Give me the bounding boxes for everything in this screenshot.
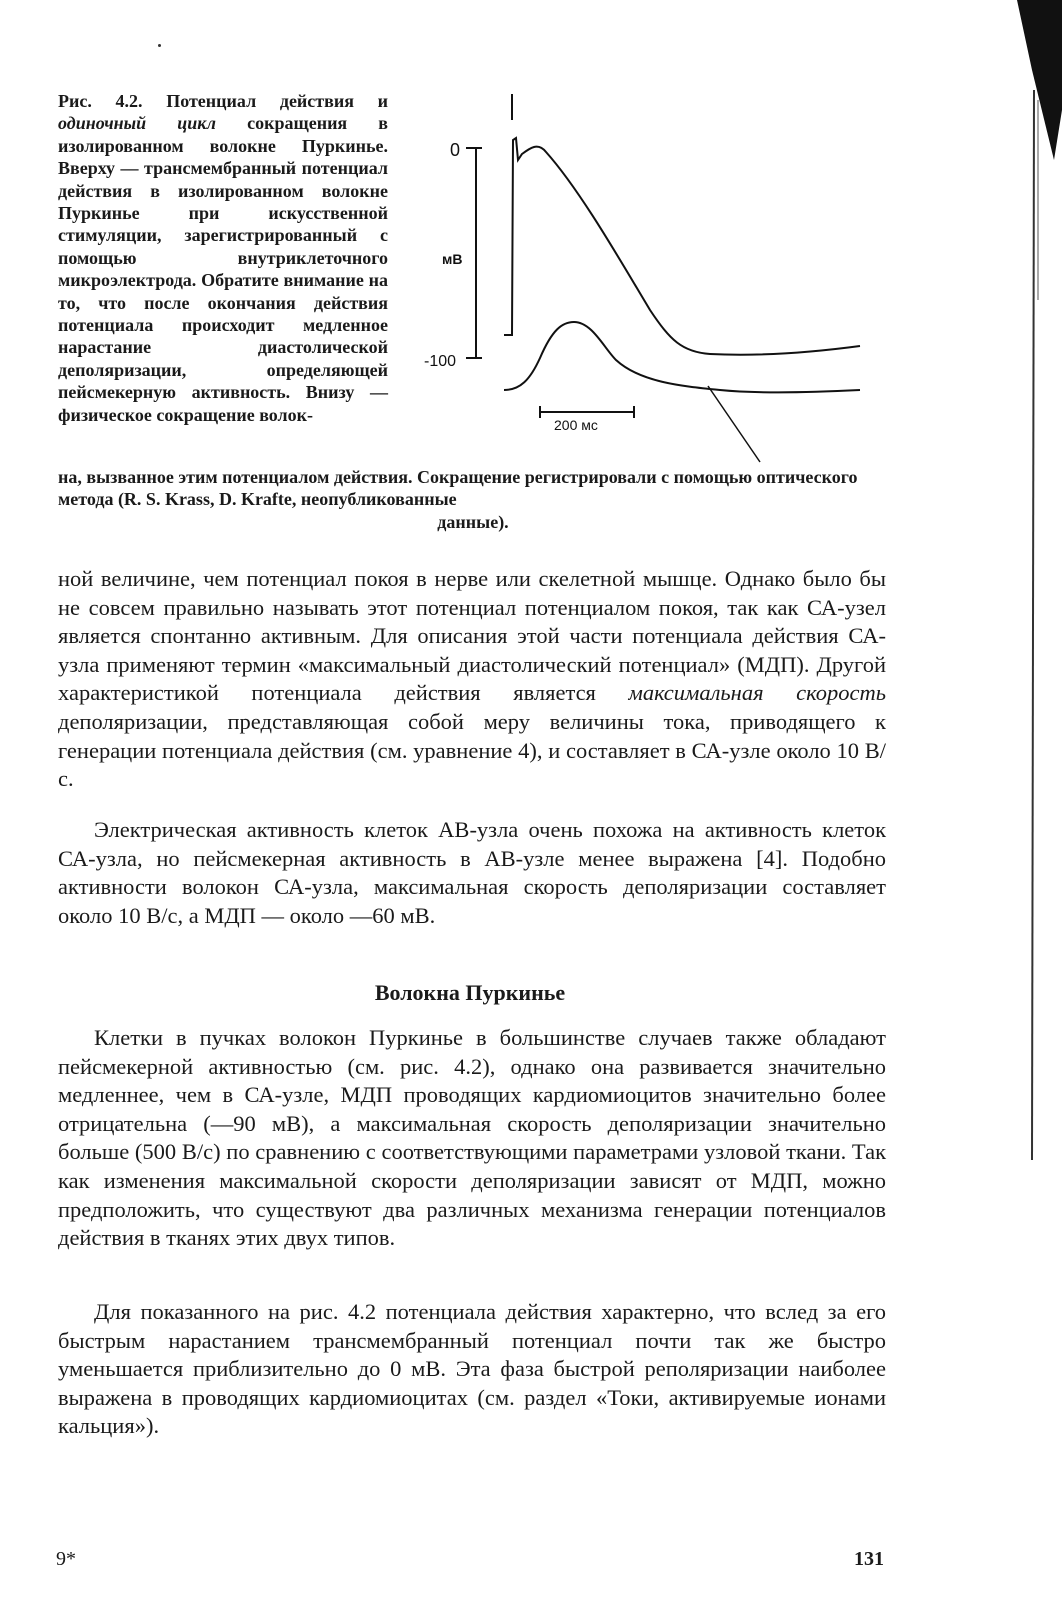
paragraph-4: Для показанного на рис. 4.2 потенциала действия характерно, что вслед за его быстрым нарастанием трансмембранный потенциал почти так же быстро уменьшается приблизительно до 0 мВ. Эта фаза быстрой реполяризации наиболее выражена в проводящих кардиомиоцитах (см. раздел «Токи, активируемые ионами кальция»).	[58, 1299, 886, 1439]
signature-mark: 9*	[56, 1548, 76, 1570]
caption-label: Рис. 4.2.	[58, 91, 143, 111]
contraction-trace	[504, 322, 860, 392]
y-label-minus100: -100	[424, 353, 457, 370]
caption-italic: одиночный цикл	[58, 113, 217, 134]
contraction-decay-line	[708, 386, 760, 462]
scan-edge-shadow	[962, 0, 1062, 1600]
paragraph-1-part-b: деполяризации, представляющая собой меру величины тока, приводящего к генерации потенциала действия (см. уравнение 4), и составляет в СА-узле около 10 В/с.	[58, 708, 886, 792]
paragraph-1-italic: максимальная скорость	[628, 680, 886, 706]
caption-tail-text: на, вызванное этим потенциалом действия. Сокращение регистрировали с помощью оптического метода (R. S. Krass, D. Krafte, неопубликованные	[58, 467, 858, 510]
caption-text-part1: Потенциал действия и	[142, 91, 388, 111]
action-potential-trace	[504, 138, 860, 355]
figure-caption	[58, 90, 388, 426]
paragraph-2: Электрическая активность клеток АВ-узла очень похожа на активность клеток СА-узла, но пейсмекерная активность в АВ-узле менее выражена [4]. Подобно активности волокон СА-узла, максимальная скорость деполяризации составляет около 10 В/с, а МДП — около —60 мВ.	[58, 817, 886, 928]
paragraph-1-part-a: ной величине, чем потенциал покоя в нерве или скелетной мышце. Однако было бы не совсем правильно называть этот потенциал потенциалом покоя, так как СА-узел является спонтанно активным. Для описания этой части потенциала действия СА-узла применяют термин «максимальный диастолический потенциал» (МДП). Другой характеристикой потенциала действия является	[58, 566, 886, 706]
caption-tail-last: данные).	[437, 511, 509, 532]
figure-caption-tail	[58, 466, 888, 533]
y-label-zero: 0	[450, 140, 461, 160]
scan-speck	[158, 44, 161, 47]
scale-bar-label: 200 мс	[554, 417, 598, 433]
section-heading: Волокна Пуркинье	[374, 980, 566, 1005]
page-number: 131	[854, 1548, 884, 1570]
paragraph-3: Клетки в пучках волокон Пуркинье в большинстве случаев также обладают пейсмекерной активностью (см. рис. 4.2), однако она развивается значительно медленнее, чем в СА-узле, МДП проводящих кардиомиоцитов значительно более отрицательна (—90 мВ), а максимальная скорость деполяризации значительно больше (500 В/с) по сравнению с соответствующими параметрами узловой ткани. Так как изменения максимальной скорости деполяризации зависят от МДП, можно предположить, что существуют два различных механизма генерации потенциалов действия в тканях этих двух типов.	[58, 1025, 886, 1251]
figure-action-potential	[420, 90, 880, 470]
y-unit-label: мВ	[442, 251, 463, 267]
caption-text-part2: сокращения в изолированном волокне Пуркинье. Вверху — трансмембранный потенциал действия в изолированном волокне Пуркинье при искусственной стимуляции, зарегистрированный с помощью внутриклеточного микроэлектрода. Обратите внимание на то, что после окончания действия потенциала происходит медленное нарастание диастолической деполяризации, определяющей пейсмекерную активность. Внизу — физическое сокращение волок-	[58, 113, 388, 425]
paragraph-1	[58, 565, 886, 794]
